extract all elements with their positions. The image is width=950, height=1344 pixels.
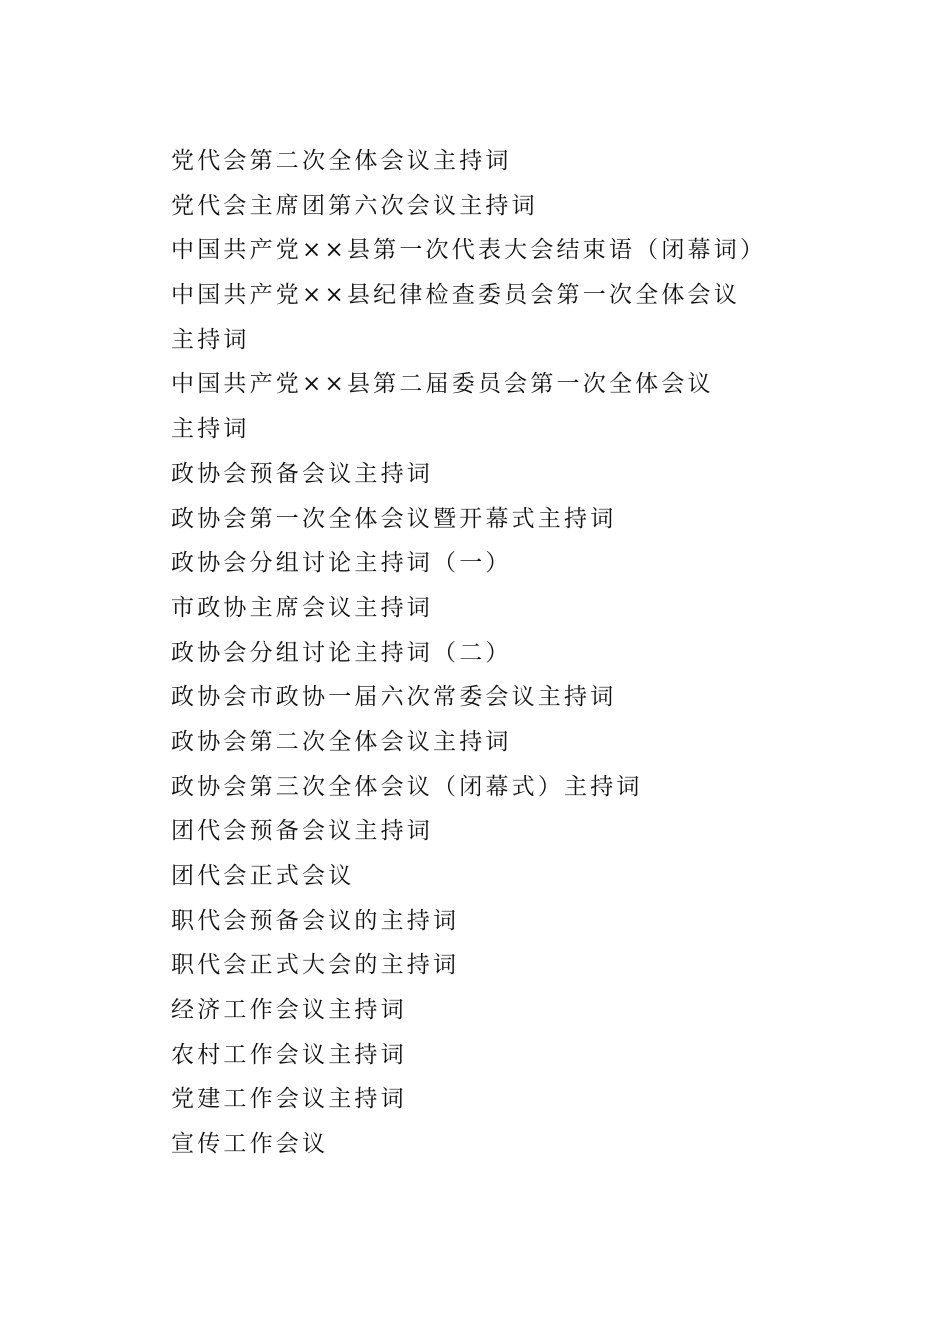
list-item: 职代会预备会议的主持词 bbox=[171, 907, 460, 934]
list-item: 政协会分组讨论主持词（二） bbox=[171, 639, 512, 666]
list-item: 中国共产党××县第一次代表大会结束语（闭幕词） bbox=[171, 237, 767, 264]
list-item: 政协会第一次全体会议暨开幕式主持词 bbox=[171, 505, 617, 532]
list-item: 党代会第二次全体会议主持词 bbox=[171, 148, 512, 174]
list-item: 职代会正式大会的主持词 bbox=[171, 952, 460, 979]
list-item: 中国共产党××县第二届委员会第一次全体会议 bbox=[171, 371, 714, 398]
list-item: 政协会预备会议主持词 bbox=[171, 460, 433, 487]
list-item: 宣传工作会议 bbox=[171, 1131, 329, 1158]
list-item: 政协会分组讨论主持词（一） bbox=[171, 550, 512, 577]
list-item: 主持词 bbox=[171, 416, 250, 443]
list-item: 农村工作会议主持词 bbox=[171, 1041, 407, 1068]
list-item: 市政协主席会议主持词 bbox=[171, 594, 433, 621]
list-item: 政协会第三次全体会议（闭幕式）主持词 bbox=[171, 773, 643, 800]
list-item: 政协会市政协一届六次常委会议主持词 bbox=[171, 684, 617, 711]
list-item: 团代会预备会议主持词 bbox=[171, 818, 433, 845]
list-item: 党建工作会议主持词 bbox=[171, 1086, 407, 1113]
list-item: 经济工作会议主持词 bbox=[171, 997, 407, 1024]
list-item: 政协会第二次全体会议主持词 bbox=[171, 728, 512, 755]
list-item: 团代会正式会议 bbox=[171, 863, 355, 889]
list-item: 中国共产党××县纪律检查委员会第一次全体会议 bbox=[171, 282, 740, 309]
list-item: 党代会主席团第六次会议主持词 bbox=[171, 192, 538, 219]
list-item: 主持词 bbox=[171, 326, 250, 353]
contents-list bbox=[171, 139, 871, 1167]
